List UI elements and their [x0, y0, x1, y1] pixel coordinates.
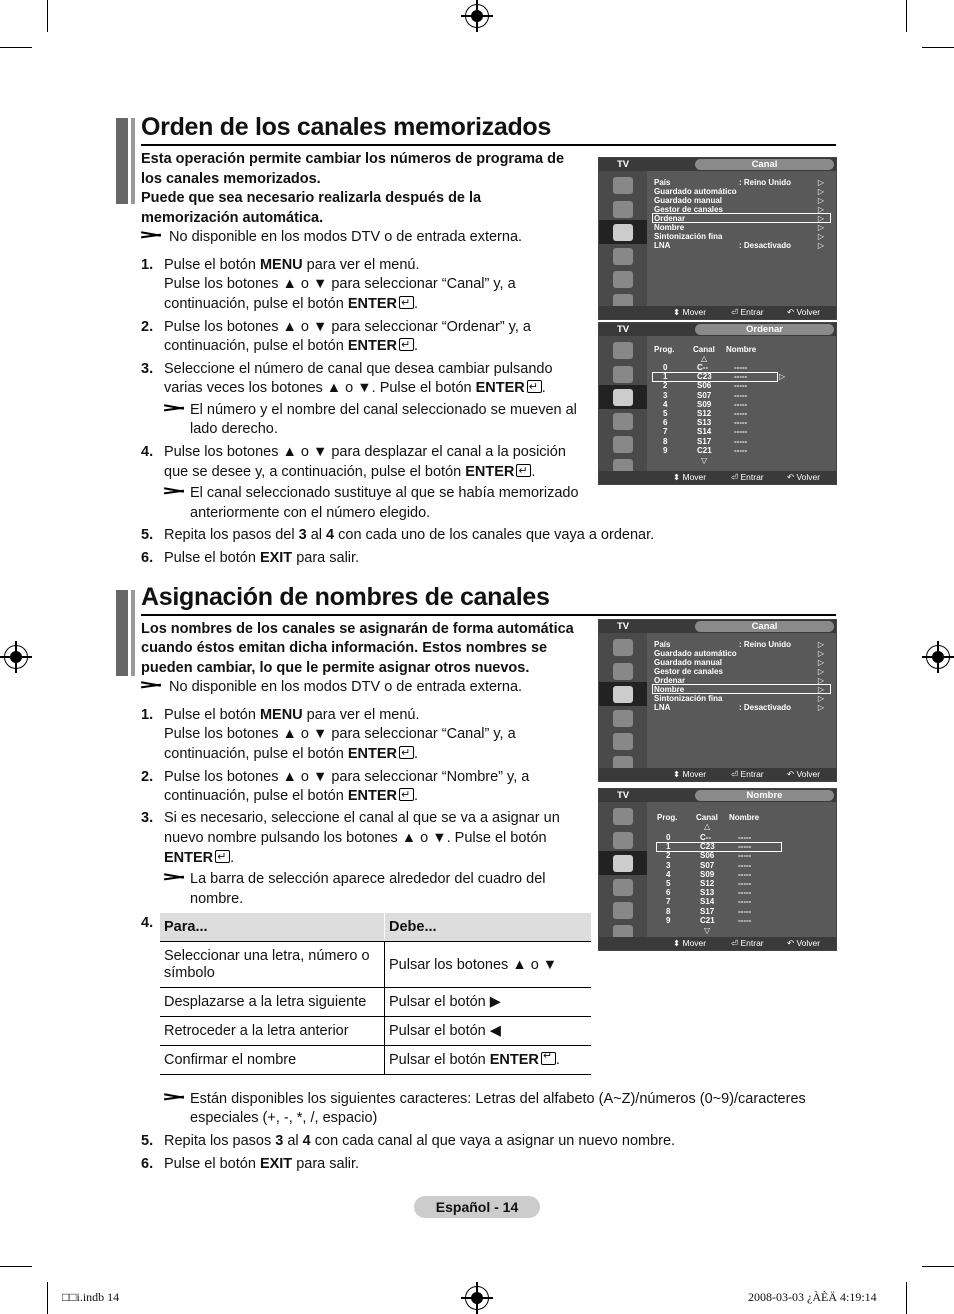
menu-value: : Reino Unido [739, 640, 791, 649]
intro-text: memorización automática. [141, 210, 324, 226]
enter-hint: ⏎ Entrar [731, 307, 764, 317]
table-row [160, 1046, 591, 1075]
menu-value: : Reino Unido [739, 178, 791, 187]
step-number: 1. [141, 257, 154, 273]
prog-column: 0 1 2 3 4 5 6 7 8 9 [663, 363, 668, 455]
table-cell: Pulsar los botones ▲ o ▼ [385, 942, 592, 988]
crop-mark [906, 0, 907, 32]
step-text: Si es necesario, seleccione el canal al que se va a asignar un [164, 810, 560, 826]
move-hint: ⬍ Mover [673, 472, 707, 482]
step-text: nuevo nombre pulsando los botones ▲ o ▼. Pulse el botón [164, 830, 547, 846]
channel-icon [613, 686, 633, 703]
menu-item[interactable]: LNA [654, 241, 671, 250]
step-text: continuación, pulse el botón ENTER↵ . [164, 744, 418, 764]
intro-text: los canales memorizados. [141, 171, 321, 187]
menu-item-nombre[interactable]: Nombre [654, 685, 685, 694]
scroll-down-icon: ▽ [701, 456, 708, 465]
menu-item-ordenar[interactable]: Ordenar [654, 214, 686, 223]
step-text: ENTER↵ . [164, 848, 234, 868]
table-cell: Desplazarse a la letra siguiente [160, 988, 385, 1017]
print-footer-left: □□i.indb 14 [62, 1290, 120, 1304]
canal-column: C-- C23 S06 S07 S09 S12 S13 S14 S17 C21 [697, 363, 712, 455]
note-text: El número y el nombre del canal seleccionado se mueven al [190, 402, 577, 418]
section-bar [131, 118, 135, 204]
arrow-icons: ▷ ▷ ▷ ▷ ▷ ▷ ▷ ▷ [817, 178, 824, 250]
table-header: Debe... [385, 913, 592, 942]
table-cell: Seleccionar una letra, número o símbolo [160, 942, 385, 988]
step-number: 1. [141, 707, 154, 723]
scroll-up-icon: △ [704, 822, 711, 831]
note-icon [164, 1092, 184, 1102]
nombre-column: ----- ----- ----- ----- ----- ----- ----- ----- ----- ----- [738, 833, 752, 925]
intro-text: pueden cambiar, lo que le permite asignar otros nuevos. [141, 660, 530, 676]
intro-text: Esta operación permite cambiar los números de programa de [141, 151, 565, 167]
note-icon [141, 680, 161, 690]
enter-hint: ⏎ Entrar [731, 472, 764, 482]
note-text: lado derecho. [190, 421, 278, 437]
page-number-label: Español - 14 [414, 1196, 540, 1218]
input-icon [613, 733, 633, 750]
note-text: anteriormente con el número elegido. [190, 505, 431, 521]
enter-hint: ⏎ Entrar [731, 938, 764, 948]
step-text: Pulse los botones ▲ o ▼ para seleccionar “Ordenar” y, a [164, 319, 531, 335]
enter-icon [399, 296, 414, 309]
crop-mark [47, 0, 48, 32]
note-text: La barra de selección aparece alrededor del cuadro del [190, 871, 546, 887]
column-header: Prog. [654, 345, 675, 354]
picture-icon [613, 177, 633, 194]
step-number: 3. [141, 810, 154, 826]
table-row [160, 942, 591, 988]
step-number: 2. [141, 319, 154, 335]
column-header: Canal [696, 813, 718, 822]
note-icon [141, 230, 161, 240]
channel-icon [613, 224, 633, 241]
move-hint: ⬍ Mover [673, 307, 707, 317]
picture-icon [613, 808, 633, 825]
step-text: continuación, pulse el botón ENTER↵ . [164, 336, 418, 356]
step-text: Pulse los botones ▲ o ▼ para desplazar el canal a la posición [164, 444, 566, 460]
return-hint: ↶ Volver [787, 938, 821, 948]
canal-column: C-- C23 S06 S07 S09 S12 S13 S14 S17 C21 [700, 833, 715, 925]
enter-icon [541, 1052, 556, 1065]
return-hint: ↶ Volver [787, 769, 821, 779]
menu-item[interactable]: LNA [654, 703, 671, 712]
note-icon [164, 486, 184, 496]
setup-icon [613, 710, 633, 727]
instructions-table [160, 913, 591, 1075]
picture-icon [613, 342, 633, 359]
table-cell: Pulsar el botón ▶ [385, 988, 592, 1017]
crop-mark [922, 1266, 954, 1267]
note-text: nombre. [190, 891, 244, 907]
step-text: Repita los pasos 3 al 4 con cada canal al que vaya a asignar un nuevo nombre. [164, 1133, 676, 1149]
osd-title: Nombre [695, 790, 834, 801]
print-footer-right: 2008-03-03 ¿ÀÈÄ 4:19:14 [748, 1290, 877, 1304]
sound-icon [613, 201, 633, 218]
registration-mark-icon [465, 1286, 489, 1310]
table-row [160, 988, 591, 1017]
step-text: Pulse el botón MENU para ver el menú. [164, 257, 420, 273]
channel-icon [613, 389, 633, 406]
sound-icon [613, 366, 633, 383]
menu-item-pais[interactable]: País [654, 640, 671, 649]
step-number: 4. [141, 915, 154, 931]
enter-hint: ⏎ Entrar [731, 769, 764, 779]
enter-icon [215, 850, 230, 863]
osd-canal-menu [598, 619, 837, 782]
table-header: Para... [160, 913, 385, 942]
return-hint: ↶ Volver [787, 307, 821, 317]
title-rule [141, 144, 836, 146]
move-hint: ⬍ Mover [673, 938, 707, 948]
move-hint: ⬍ Mover [673, 769, 707, 779]
menu-item[interactable]: Guardado manual [654, 658, 723, 667]
note-text: No disponible en los modos DTV o de entrada externa. [169, 679, 523, 695]
osd-tv-label: TV [617, 621, 630, 632]
step-text: continuación, pulse el botón ENTER↵ . [164, 294, 418, 314]
step-number: 5. [141, 527, 154, 543]
intro-text: Puede que sea necesario realizarla después de la [141, 190, 482, 206]
arrow-icons: ▷ ▷ ▷ ▷ ▷ ▷ ▷ ▷ [817, 640, 824, 712]
step-text: Pulse los botones ▲ o ▼ para seleccionar “Canal” y, a [164, 726, 516, 742]
menu-item[interactable]: Gestor de canales [654, 667, 723, 676]
enter-icon [516, 464, 531, 477]
enter-icon [527, 380, 542, 393]
picture-icon [613, 639, 633, 656]
section-bar [116, 118, 128, 204]
registration-mark-icon [926, 645, 950, 669]
step-number: 6. [141, 1156, 154, 1172]
column-header: Prog. [657, 813, 678, 822]
menu-item-pais[interactable]: País [654, 178, 671, 187]
scroll-down-icon: ▽ [704, 926, 711, 935]
note-text: El canal seleccionado sustituye al que se había memorizado [190, 485, 579, 501]
return-hint: ↶ Volver [787, 472, 821, 482]
table-row [160, 1017, 591, 1046]
column-header: Nombre [726, 345, 757, 354]
note-icon [164, 403, 184, 413]
setup-icon [613, 879, 633, 896]
title-rule [141, 614, 836, 616]
table-cell: Confirmar el nombre [160, 1046, 385, 1075]
menu-item[interactable]: Gestor de canales [654, 205, 723, 214]
osd-tv-label: TV [617, 790, 630, 801]
table-cell: Pulsar el botón ◀ [385, 1017, 592, 1046]
step-text: Pulse el botón MENU para ver el menú. [164, 707, 420, 723]
column-header: Nombre [729, 813, 760, 822]
menu-item[interactable]: Sintonización fina [654, 694, 723, 703]
sound-icon [613, 663, 633, 680]
move-right-icon: ▷ [779, 372, 786, 381]
scroll-up-icon: △ [701, 354, 708, 363]
registration-mark-icon [465, 4, 489, 28]
osd-ordenar-menu [598, 322, 837, 485]
step-number: 2. [141, 769, 154, 785]
note-text: No disponible en los modos DTV o de entrada externa. [169, 229, 523, 245]
section-bar [131, 590, 135, 676]
selection-highlight [652, 372, 778, 382]
osd-tv-label: TV [617, 159, 630, 170]
menu-item[interactable]: Nombre [654, 223, 685, 232]
step-text: Seleccione el número de canal que desea cambiar pulsando [164, 361, 553, 377]
step-text: que se desee y, a continuación, pulse el botón ENTER↵ . [164, 462, 535, 482]
crop-mark [906, 1282, 907, 1314]
table-cell: Retroceder a la letra anterior [160, 1017, 385, 1046]
prog-column: 0 1 2 3 4 5 6 7 8 9 [666, 833, 671, 925]
step-text: varias veces los botones ▲ o ▼. Pulse el botón ENTER↵ . [164, 378, 546, 398]
column-header: Canal [693, 345, 715, 354]
menu-item[interactable]: Guardado manual [654, 196, 723, 205]
section-title: Orden de los canales memorizados [141, 113, 551, 141]
setup-icon [613, 413, 633, 430]
input-icon [613, 436, 633, 453]
enter-icon [399, 746, 414, 759]
nombre-column: ----- ----- ----- ----- ----- ----- ----- ----- ----- ----- [734, 363, 748, 455]
section-bar [116, 590, 128, 676]
step-text: Pulse el botón EXIT para salir. [164, 1156, 360, 1172]
input-icon [613, 902, 633, 919]
note-text: especiales (+, -, *, /, espacio) [190, 1110, 378, 1126]
crop-mark [0, 47, 32, 48]
menu-item[interactable]: Guardado automático [654, 649, 737, 658]
enter-icon [399, 338, 414, 351]
table-cell: Pulsar el botón ENTER↵ . [385, 1046, 592, 1075]
setup-icon [613, 248, 633, 265]
menu-item[interactable]: Ordenar [654, 676, 686, 685]
crop-mark [922, 47, 954, 48]
osd-tv-label: TV [617, 324, 630, 335]
note-icon [164, 872, 184, 882]
enter-icon [399, 788, 414, 801]
section-title: Asignación de nombres de canales [141, 583, 550, 611]
menu-item[interactable]: Guardado automático [654, 187, 737, 196]
crop-mark [47, 1282, 48, 1314]
step-number: 5. [141, 1133, 154, 1149]
selection-highlight [656, 842, 782, 852]
crop-mark [0, 1266, 32, 1267]
step-text: Pulse los botones ▲ o ▼ para seleccionar “Nombre” y, a [164, 769, 530, 785]
sound-icon [613, 832, 633, 849]
step-text: Repita los pasos del 3 al 4 con cada uno de los canales que vaya a ordenar. [164, 527, 655, 543]
osd-title: Ordenar [695, 324, 834, 335]
osd-title: Canal [695, 159, 834, 170]
intro-text: Los nombres de los canales se asignarán de forma automática [141, 621, 574, 637]
input-icon [613, 271, 633, 288]
note-text: Están disponibles los siguientes caracteres: Letras del alfabeto (A~Z)/números (0~9)/caracteres [190, 1091, 806, 1107]
menu-value: : Desactivado [739, 703, 792, 712]
channel-icon [613, 855, 633, 872]
menu-value: : Desactivado [739, 241, 792, 250]
step-number: 6. [141, 550, 154, 566]
step-number: 4. [141, 444, 154, 460]
step-number: 3. [141, 361, 154, 377]
osd-canal-menu [598, 157, 837, 320]
step-text: continuación, pulse el botón ENTER↵ . [164, 786, 418, 806]
osd-nombre-menu [598, 788, 837, 951]
step-text: Pulse el botón EXIT para salir. [164, 550, 360, 566]
menu-item[interactable]: Sintonización fina [654, 232, 723, 241]
intro-text: cuando éstos emitan dicha información. Estos nombres se [141, 640, 548, 656]
registration-mark-icon [4, 645, 28, 669]
osd-title: Canal [695, 621, 834, 632]
step-text: Pulse los botones ▲ o ▼ para seleccionar “Canal” y, a [164, 276, 516, 292]
